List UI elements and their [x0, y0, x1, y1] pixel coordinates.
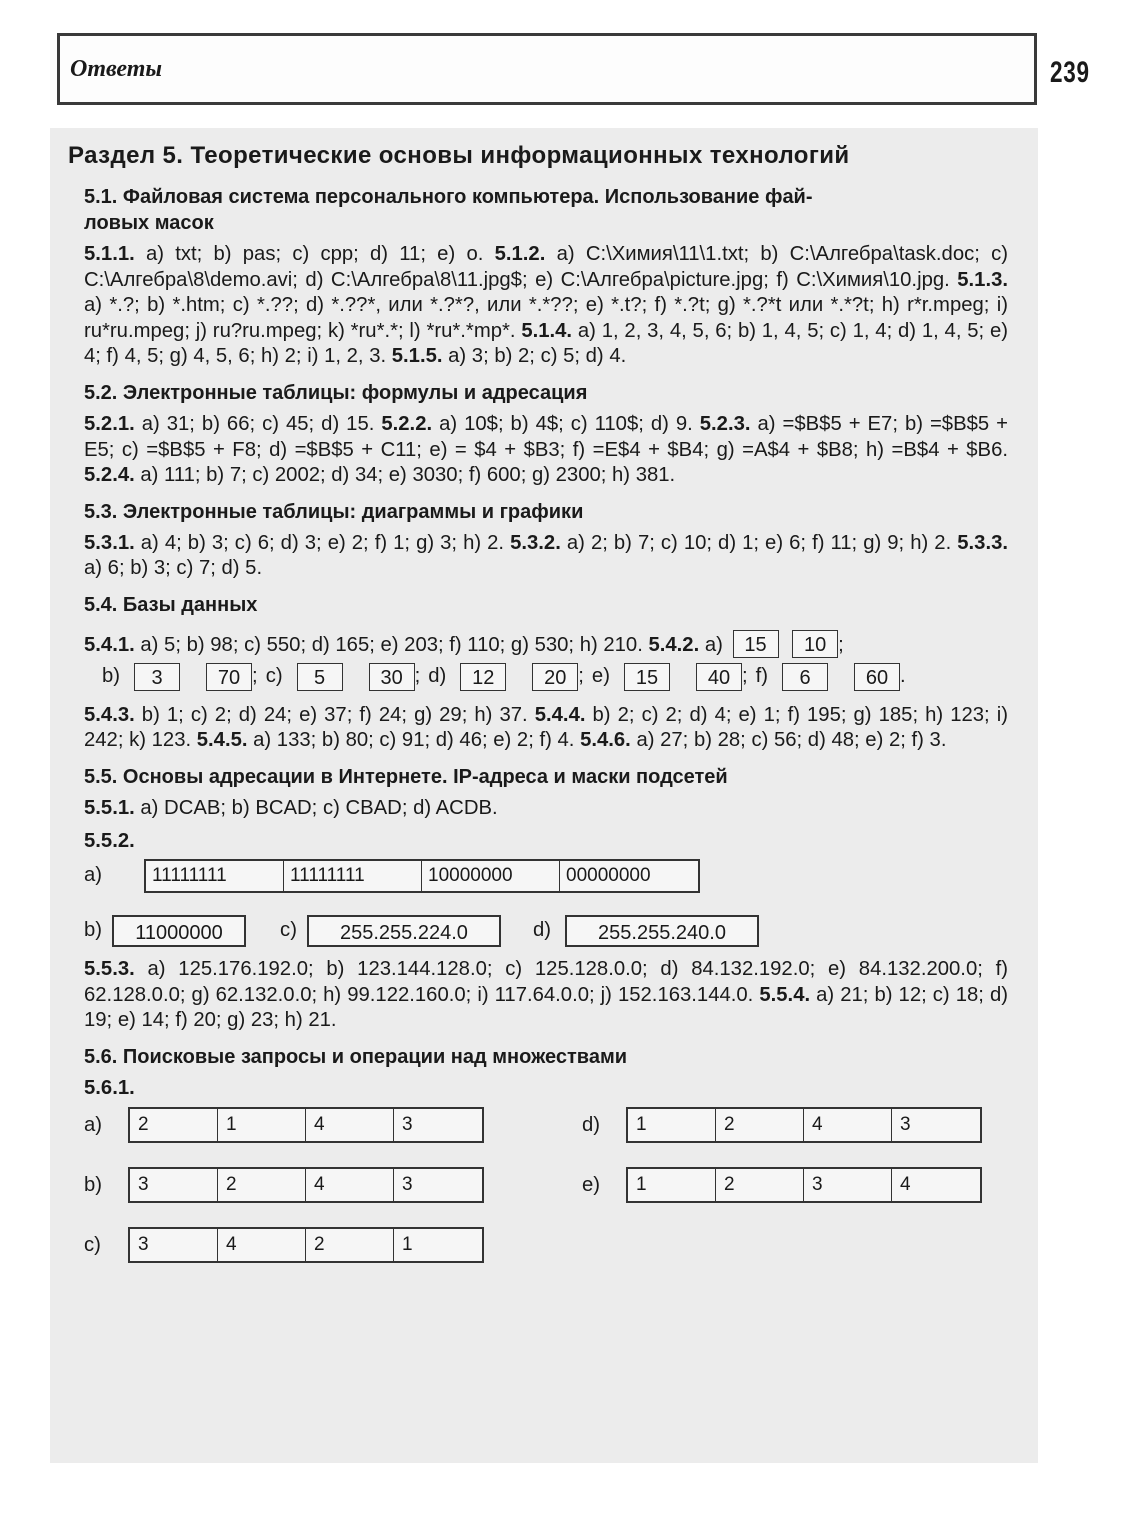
exercise-number: 5.4.3. [84, 703, 135, 726]
answer-box: 255.255.240.0 [565, 915, 759, 947]
running-header [57, 33, 1037, 105]
answer-text: a) 2; b) 7; c) 10; d) 1; e) 6; f) 11; g) 9; h) 2. [560, 531, 958, 554]
answer-box: 11000000 [112, 915, 246, 947]
answer-box: 10 [792, 630, 838, 658]
answer-box: 30 [369, 663, 415, 691]
answer-text: a) 5; b) 98; c) 550; d) 165; e) 203; f) 110; g) 530; h) 210. [134, 633, 649, 656]
answer-paragraph [84, 829, 1008, 855]
answer-text: a) *.?; b) *.htm; c) *.??; d) *.??*, или *.?*?, или *.*??; e) *.t?; f) *.?t; g) *.?*t или *.*?t; h) r*r.mpeg; i) ru*ru.mpeg; j) ru?ru.mpeg; k) *ru*.*; l) *ru*.*mp*. [84, 294, 1008, 342]
exercise-number: 5.4.4. [534, 703, 586, 726]
mask-octet-cell: 11111111 [284, 861, 422, 891]
mask-octet-cell: 11111111 [146, 861, 284, 891]
answer-box: 12 [460, 663, 506, 691]
exercise-number: 5.4.1. [84, 633, 135, 656]
answer-row-a [84, 1107, 484, 1143]
answer-row-e [582, 1167, 982, 1203]
answer-text: a) 31; b) 66; c) 45; d) 15. [134, 412, 382, 435]
order-cell: 2 [716, 1109, 804, 1141]
exercise-number: 5.6.1. [84, 1076, 135, 1099]
section-title-line: ловых масок [84, 212, 214, 234]
exercise-number: 5.2.2. [381, 412, 433, 435]
answer-row-b [84, 1167, 484, 1203]
order-cell: 3 [130, 1169, 218, 1201]
exercise-number: 5.2.4. [84, 464, 135, 487]
exercise-number: 5.1.1. [84, 243, 135, 265]
order-cell: 4 [218, 1229, 306, 1261]
separator: ; [578, 665, 584, 688]
order-cell: 1 [402, 1234, 413, 1256]
answer-label: f) [755, 665, 768, 688]
exercise-number: 5.2.3. [699, 412, 751, 435]
answer-label: c) [84, 1233, 101, 1256]
set-order-tables [84, 1107, 1008, 1267]
answer-text: a) C:\Химия\11\1.txt; b) C:\Алгебра\task.doc; c) C:\Алгебра\8\demo.avi; d) C:\Алгебра\8\11.jpg$; e) C:\Алгебра\picture.jpg; f) C:\Химия\10.jpg. [84, 243, 1009, 291]
separator: ; [252, 665, 258, 688]
section-heading-5-2: 5.2. Электронные таблицы: формулы и адресация [84, 381, 588, 404]
order-cell: 4 [804, 1109, 892, 1141]
page-content [68, 142, 1008, 1267]
order-cell: 2 [130, 1109, 218, 1141]
answer-text: a) 6; b) 3; c) 7; d) 5. [84, 557, 263, 580]
order-cell: 4 [306, 1169, 394, 1201]
answer-text: a) 133; b) 80; c) 91; d) 46; e) 2; f) 4. [247, 729, 581, 752]
exercise-number: 5.3.1. [84, 531, 135, 554]
order-table [626, 1107, 982, 1143]
exercise-number: 5.1.3. [957, 268, 1008, 291]
answer-paragraph [84, 630, 1008, 659]
exercise-number: 5.5.1. [84, 796, 135, 819]
order-cell: 4 [900, 1174, 911, 1196]
answer-text: a) 111; b) 7; c) 2002; d) 34; e) 3030; f) 600; g) 2300; h) 381. [134, 464, 676, 487]
answer-box: 255.255.224.0 [307, 915, 501, 947]
order-cell: 2 [306, 1229, 394, 1261]
exercise-number: 5.4.2. [648, 633, 700, 656]
exercise-number: 5.4.5. [196, 729, 248, 752]
answer-text: b) 2; c) 2; d) 4; e) 1; f) 195; g) 185; h) 123; i) 242; k) 123. [84, 703, 1008, 752]
exercise-number: 5.1.5. [391, 345, 443, 368]
answer-text: a) txt; b) pas; c) cpp; d) 11; e) o. [134, 243, 495, 265]
answer-label: b) [84, 919, 103, 942]
answer-label: a) [84, 1113, 103, 1136]
order-table [128, 1227, 484, 1263]
order-cell: 2 [218, 1169, 306, 1201]
answer-text: a) =$B$5 + E7; b) =$B$5 + E5; c) =$B$5 + F8; d) =$B$5 + C11; e) = $4 + $B3; f) =E$4 + $B4; g) =A$4 + $B8; h) =B$4 + $B6. [84, 412, 1008, 461]
answer-label: a) [84, 864, 103, 887]
section-heading-5-6: 5.6. Поисковые запросы и операции над множествами [84, 1045, 628, 1068]
answer-label: b) [102, 665, 121, 688]
answer-label: d) [532, 919, 551, 942]
answer-box: 15 [624, 663, 670, 691]
exercise-number: 5.1.4. [521, 319, 573, 342]
exercise-number: 5.5.3. [84, 957, 135, 980]
separator: ; [741, 665, 748, 688]
order-cell: 3 [804, 1169, 892, 1201]
order-cell: 1 [628, 1109, 716, 1141]
order-cell: 3 [130, 1229, 218, 1261]
answer-paragraph [84, 531, 1008, 582]
mask-octet-cell: 10000000 [422, 861, 560, 891]
exercise-number: 5.2.1. [84, 412, 135, 435]
section-heading-5-4: 5.4. Базы данных [84, 593, 258, 616]
separator: ; [414, 665, 421, 688]
answer-box: 70 [206, 663, 252, 691]
answer-label: c) [280, 919, 297, 942]
answer-label: e) [582, 1173, 601, 1196]
answer-box: 6 [782, 663, 828, 691]
order-cell: 1 [628, 1169, 716, 1201]
mask-octet-cell: 00000000 [566, 864, 651, 886]
section-title-line: 5.1. Файловая система персонального компьютера. Использование фай- [84, 186, 813, 208]
answer-box: 20 [532, 663, 578, 691]
header-title: Ответы [70, 56, 163, 82]
separator: ; [838, 633, 844, 656]
exercise-number: 5.3.3. [957, 531, 1008, 554]
answer-label: b) [84, 1173, 103, 1196]
exercise-number: 5.4.6. [580, 729, 631, 752]
order-cell: 4 [306, 1109, 394, 1141]
answer-paragraph [84, 242, 1008, 370]
order-cell: 3 [402, 1174, 413, 1196]
exercise-number: 5.3.2. [510, 531, 561, 554]
separator: . [900, 665, 906, 688]
answer-box: 40 [696, 663, 742, 691]
section-heading-5-3: 5.3. Электронные таблицы: диаграммы и графики [84, 500, 584, 523]
answer-paragraph [84, 1076, 1008, 1102]
answer-label: d) [428, 665, 447, 688]
answer-box: 5 [297, 663, 343, 691]
chapter-title: Раздел 5. Теоретические основы информационных технологий [68, 142, 850, 169]
answer-text: a) 3; b) 2; c) 5; d) 4. [442, 345, 627, 368]
answer-row-5-4-2 [102, 663, 1008, 691]
answer-box: 3 [134, 663, 180, 691]
order-table [128, 1107, 484, 1143]
answer-text: a) 27; b) 28; c) 56; d) 48; e) 2; f) 3. [630, 729, 947, 752]
order-table [626, 1167, 982, 1203]
answer-text: a) 10$; b) 4$; c) 110$; d) 9. [432, 412, 700, 435]
answer-label: c) [265, 665, 283, 688]
answer-label: d) [582, 1113, 601, 1136]
answer-text: a) 1, 2, 3, 4, 5, 6; b) 1, 4, 5; c) 1, 4; d) 1, 4, 5; e) 4; f) 4, 5; g) 4, 5, 6; h) 2; i) 1, 2, 3. [84, 319, 1009, 368]
answer-text: a) 125.176.192.0; b) 123.144.128.0; c) 125.128.0.0; d) 84.132.192.0; e) 84.132.200.0; f) 62.128.0.0; g) 62.132.0.0; h) 99.122.160.0; i) 117.64.0.0; j) 152.163.144.0. [84, 957, 1008, 1006]
answer-row-d [582, 1107, 982, 1143]
order-cell: 1 [218, 1109, 306, 1141]
order-cell: 3 [900, 1114, 911, 1136]
answer-paragraph [84, 703, 1008, 754]
exercise-number: 5.5.4. [759, 983, 811, 1006]
exercise-number: 5.1.2. [494, 243, 546, 265]
answer-paragraph [84, 412, 1008, 489]
binary-mask-table [144, 859, 700, 893]
section-heading-5-1 [84, 184, 1008, 236]
exercise-number: 5.5.2. [84, 830, 135, 853]
answer-text: a) 4; b) 3; c) 6; d) 3; e) 2; f) 1; g) 3; h) 2. [134, 531, 511, 554]
answer-box: 15 [733, 630, 779, 658]
answer-row-5-5-2-bcd [84, 915, 1008, 947]
answer-row-5-5-2-a [84, 859, 1008, 893]
answer-row-c [84, 1227, 484, 1263]
answer-label: a) [699, 633, 723, 656]
page-number: 239 [1050, 56, 1090, 89]
section-heading-5-5: 5.5. Основы адресации в Интернете. IP-адреса и маски подсетей [84, 765, 728, 788]
answer-label: e) [591, 665, 610, 688]
order-table [128, 1167, 484, 1203]
order-cell: 2 [716, 1169, 804, 1201]
answer-text: b) 1; c) 2; d) 24; e) 37; f) 24; g) 29; h) 37. [134, 703, 535, 726]
answer-text: a) DCAB; b) BCAD; c) CBAD; d) ACDB. [134, 796, 498, 819]
answer-paragraph [84, 796, 1008, 822]
answer-paragraph [84, 957, 1008, 1034]
answer-text: a) 21; b) 12; c) 18; d) 19; e) 14; f) 20; g) 23; h) 21. [84, 983, 1008, 1032]
order-cell: 3 [402, 1114, 413, 1136]
answer-box: 60 [854, 663, 900, 691]
